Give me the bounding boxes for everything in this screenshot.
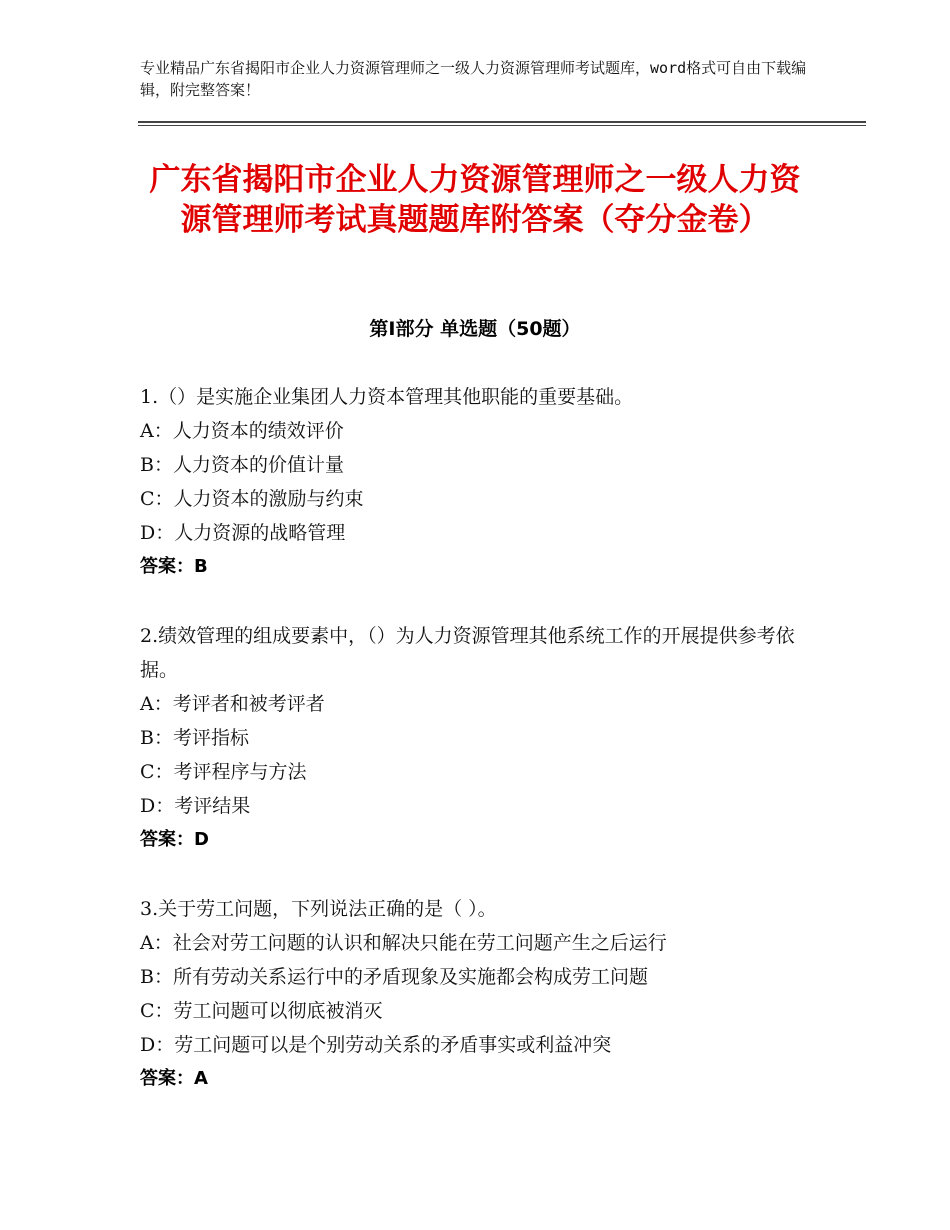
divider-thin (138, 125, 866, 126)
section-title: 第Ⅰ部分 单选题（50题） (369, 318, 581, 340)
option-c: C：考评程序与方法 (140, 761, 307, 783)
option-d: D：人力资源的战略管理 (140, 522, 346, 544)
question-stem: 1.（）是实施企业集团人力资本管理其他职能的重要基础。 (140, 386, 634, 408)
question-stem: 3.关于劳工问题，下列说法正确的是（ ）。 (140, 898, 497, 920)
question-1 (140, 380, 820, 584)
option-c: C：人力资本的激励与约束 (140, 488, 364, 510)
option-d: D：考评结果 (140, 795, 251, 817)
option-c: C：劳工问题可以彻底被消灭 (140, 1000, 383, 1022)
option-b: B：人力资本的价值计量 (140, 454, 344, 476)
option-b: B：考评指标 (140, 727, 249, 749)
document-title: 广东省揭阳市企业人力资源管理师之一级人力资源管理师考试真题题库附答案（夺分金卷） (149, 162, 801, 238)
option-d: D：劳工问题可以是个别劳动关系的矛盾事实或利益冲突 (140, 1034, 612, 1056)
header-note: 专业精品广东省揭阳市企业人力资源管理师之一级人力资源管理师考试题库，word格式可自由下载编辑，附完整答案！ (140, 59, 807, 99)
divider-thick (138, 121, 866, 123)
answer-text: 答案：B (140, 556, 208, 577)
header-divider (138, 121, 866, 126)
question-2 (140, 619, 820, 857)
option-a: A：考评者和被考评者 (140, 693, 325, 715)
answer-text: 答案：A (140, 1068, 208, 1089)
option-a: A：人力资本的绩效评价 (140, 420, 344, 442)
question-3 (140, 892, 820, 1096)
option-a: A：社会对劳工问题的认识和解决只能在劳工问题产生之后运行 (140, 932, 667, 954)
question-stem: 2.绩效管理的组成要素中，（）为人力资源管理其他系统工作的开展提供参考依据。 (140, 625, 795, 681)
answer-text: 答案：D (140, 829, 209, 850)
option-b: B：所有劳动关系运行中的矛盾现象及实施都会构成劳工问题 (140, 966, 648, 988)
